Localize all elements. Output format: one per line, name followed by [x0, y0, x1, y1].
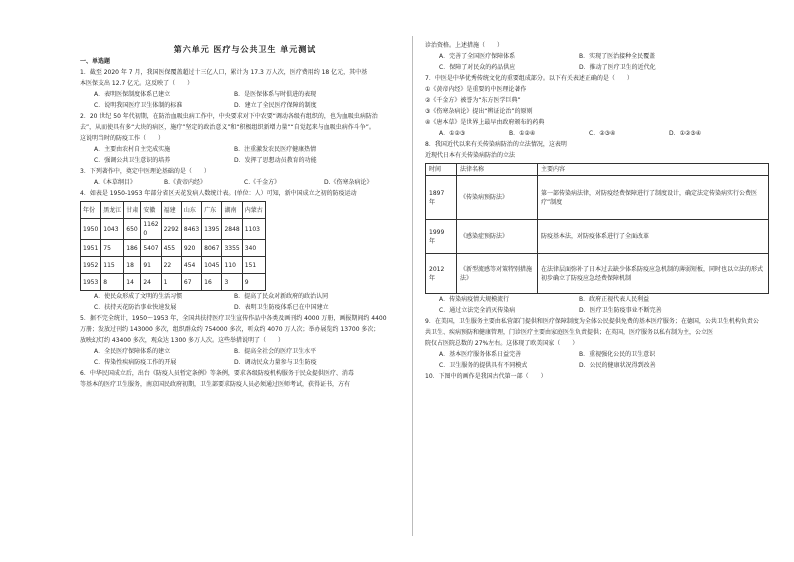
option-c[interactable]: C.《千金方》: [244, 179, 281, 186]
question-stem-line: 这说明当时的防疫工作（ ）: [80, 135, 165, 142]
table-header-row: [81, 202, 266, 219]
table-cell: 8: [101, 274, 124, 291]
table-row: [426, 176, 769, 220]
statement-item: ④《唐本草》是世界上最早由政府颁布的药典: [425, 119, 545, 126]
question-stem-line: 共卫生、疾病预防和健康管理，门诊医疗主要由家庭医生负责提供；在英国，医疗服务以私有制为主，公立医: [425, 329, 714, 336]
question-stem-line: 万册；发放过刊约 143000 多次，组织群众约 754000 多次，听众约 4070 万人次；举办展览约 13700 多次；: [80, 326, 380, 333]
table-row: [426, 220, 769, 254]
table-cell: 《新型流感等对策特别措施法》: [457, 254, 538, 294]
option-b[interactable]: B．政府正视代表人民利益: [579, 296, 650, 303]
table-header-cell: 安徽: [141, 202, 161, 219]
option-b[interactable]: B．①②④: [509, 130, 536, 137]
table-cell: 3: [222, 274, 242, 291]
option-b[interactable]: B．实现了医治接种全民覆盖: [579, 53, 656, 60]
table-cell: 91: [141, 257, 161, 274]
table-header-cell: 福建: [161, 202, 181, 219]
table-cell: 防疫基本法，对防疫体系进行了全面改革: [538, 220, 769, 254]
table-cell: 1952: [81, 257, 101, 274]
table-cell: 1950: [81, 219, 101, 240]
question-5: [80, 313, 410, 368]
table-caption: 近现代日本有关传染病防治的立法: [425, 152, 516, 159]
option-d[interactable]: D．发挥了思想动员教育的功能: [234, 157, 317, 164]
question-2: [80, 111, 410, 166]
table-cell: 第一部传染病法律，对防疫经费保障进行了制度设计，确定法定传染病实行公费医疗”制度: [538, 176, 769, 220]
question-stem-line: 院仅占医院总数的 27%左右。这体现了欧美国家（ ）: [425, 340, 579, 347]
option-d[interactable]: D．医疗卫生防疫事业不断完善: [579, 307, 662, 314]
option-b[interactable]: B．注重激发农民医疗健康热情: [234, 146, 317, 153]
page-title: 第六单元 医疗与公共卫生 单元测试: [173, 45, 317, 54]
question-stem-line: 放映幻灯约 43400 多次，观众达 1300 多万人次。这些举措说明了（ ）: [80, 337, 284, 344]
question-1: [80, 67, 410, 111]
option-a[interactable]: A．表明医保制度体系已建立: [94, 91, 171, 98]
table-cell: 110: [222, 257, 242, 274]
statement-item: ①《黄帝内经》是重要的中医理论著作: [425, 86, 527, 93]
table-cell: 8067: [202, 240, 222, 257]
table-header-cell: 主要内容: [538, 164, 769, 176]
question-stem-line: 本医保支出 12.7 亿元。这反映了（ ）: [80, 80, 194, 87]
table-cell: 151: [242, 257, 265, 274]
right-column: [425, 40, 770, 382]
option-b[interactable]: B.《黄帝内经》: [164, 179, 207, 186]
table-cell: 2012 年: [426, 254, 457, 294]
question-8: [425, 139, 770, 316]
option-b[interactable]: B．提高了民众对新政府的政治认同: [234, 293, 329, 300]
question-stem-line: 4．如表是 1950-1953 年部分省区天花发病人数统计表。(单位：人）可知，新中国成立之初的防疫运动: [80, 190, 357, 197]
table-cell: 1: [161, 274, 181, 291]
option-c[interactable]: C．②③④: [589, 130, 616, 137]
option-b[interactable]: B．是医保体系与时俱进的表现: [234, 91, 317, 98]
table-header-row: [426, 164, 769, 176]
option-a[interactable]: A．传染病疫情大规模流行: [439, 296, 510, 303]
table-cell: 920: [181, 240, 201, 257]
question-7: [425, 73, 770, 139]
table-header-cell: 时间: [426, 164, 457, 176]
option-a[interactable]: A．使民众形成了文明的生活习惯: [94, 293, 183, 300]
option-c[interactable]: C．卫生服务的提供具有不同模式: [439, 362, 528, 369]
table-cell: 16: [202, 274, 222, 291]
question-10: [425, 371, 770, 382]
table-cell: 1045: [202, 257, 222, 274]
option-d[interactable]: D．建立了全民医疗保障的制度: [234, 102, 317, 109]
table-cell: 650: [124, 219, 141, 240]
section-heading: 一、单选题: [80, 58, 111, 65]
table-cell: 340: [242, 240, 265, 257]
table-header-cell: 法律名称: [457, 164, 538, 176]
table-cell: 在法律层面弥补了日本过去缺少体系防疫应急机制的薄弱短板，同时也以立法的形式初步确立了防疫应急经费保障机制: [538, 254, 769, 294]
question-9: [425, 316, 770, 371]
table-cell: 18: [124, 257, 141, 274]
smallpox-table: [80, 201, 266, 291]
table-row: [81, 257, 266, 274]
table-cell: 22: [161, 257, 181, 274]
table-header-cell: 年份: [81, 202, 101, 219]
table-cell: 1395: [202, 219, 222, 240]
table-cell: 《感染症预防法》: [457, 220, 538, 254]
table-cell: 115: [101, 257, 124, 274]
table-header-cell: 黑龙江: [101, 202, 124, 219]
column-divider: [412, 36, 413, 536]
table-cell: 《传染病预防法》: [457, 176, 538, 220]
left-column: [80, 56, 410, 390]
table-cell: 8463: [181, 219, 201, 240]
question-stem-line: 去”，从而使具有多“大块的病区，施疗”坚定的政治意义”和“积极组织新增力量”“自觉起来与血吸虫病作斗争”。: [80, 124, 375, 131]
table-cell: 1897 年: [426, 176, 457, 220]
table-cell: 1043: [101, 219, 124, 240]
question-3: [80, 166, 410, 188]
option-c[interactable]: C．扶持天花防治事业快速发展: [94, 304, 177, 311]
table-cell: 14: [124, 274, 141, 291]
table-header-cell: 广东: [202, 202, 222, 219]
table-row: [81, 240, 266, 257]
table-cell: 2292: [161, 219, 181, 240]
table-cell: 1951: [81, 240, 101, 257]
option-d[interactable]: D．①②③④: [669, 130, 702, 137]
table-header-cell: 甘肃: [124, 202, 141, 219]
table-cell: 75: [101, 240, 124, 257]
table-cell: 5407: [141, 240, 161, 257]
statement-item: ③《伤寒杂病论》提出“辨证论治”的原则: [425, 108, 533, 115]
table-header-cell: 山东: [181, 202, 201, 219]
question-stem-line: 7．中医是中华优秀传统文化的重要组成部分。以下有关表述正确的是（ ）: [425, 75, 633, 82]
table-cell: 1999 年: [426, 220, 457, 254]
statement-item: ②《千金方》被誉为“东方医学巨典”: [425, 97, 521, 104]
option-d[interactable]: D.《伤寒杂病论》: [324, 179, 373, 186]
option-c[interactable]: C．说明我国医疗卫生体制的标准: [94, 102, 183, 109]
table-cell: 186: [124, 240, 141, 257]
question-stem-line: 5．据不完全统计，1950～1953 年，全国共扶持医疗卫生宣传作品中各类及画刊约 4000 万册，画报期间约 4400: [80, 315, 387, 322]
option-b[interactable]: B．重视强化公民的卫生意识: [579, 351, 656, 358]
option-a[interactable]: A．主要由农村自主完成实施: [94, 146, 171, 153]
table-row: [81, 219, 266, 240]
table-row: [426, 254, 769, 294]
question-stem-line: 2．20 世纪 50 年代初期，在防治血吸虫病工作中，中央要求对下中农要“调动各级有组织的，也为血吸虫病防治: [80, 113, 378, 120]
table-cell: 9: [242, 274, 265, 291]
table-cell: 1953: [81, 274, 101, 291]
table-header-cell: 湖南: [222, 202, 242, 219]
option-d[interactable]: D．调动民众力量参与卫生防疫: [234, 359, 317, 366]
question-6: [80, 368, 410, 390]
option-c[interactable]: C．传染性疾病防疫工作的开展: [94, 359, 177, 366]
table-cell: 67: [181, 274, 201, 291]
table-cell: 3355: [222, 240, 242, 257]
table-cell: 455: [161, 240, 181, 257]
question-stem-line: 3．下列著作中，奠定中医理论基础的是（ ）: [80, 168, 210, 175]
option-d[interactable]: D．表明卫生防疫体系已在中国建立: [234, 304, 329, 311]
table-cell: 2848: [222, 219, 242, 240]
option-a[interactable]: A.《本草纲目》: [94, 179, 136, 186]
option-a[interactable]: A．①②③: [439, 130, 466, 137]
question-stem-line: 6．中华民国成立后，出台《防疫人员暂定条例》等条例，要求各级防疫机构服务于民众提供医疗、消毒: [80, 370, 354, 377]
option-b[interactable]: B．提高全社会的医疗卫生水平: [234, 348, 317, 355]
question-stem-line: 8．我国近代以来有关传染病防治的立法情况，这表明: [425, 141, 567, 148]
question-stem-line: 等基本的医疗卫生服务，南京国民政府初期，卫生部要求防疫人员必须通过医师考试，获得证书，方有: [80, 381, 351, 388]
option-a[interactable]: A．基本医疗服务体系日益完善: [439, 351, 522, 358]
table-cell: 1162 0: [141, 219, 161, 240]
table-cell: 1103: [242, 219, 265, 240]
question-stem-line: 10．下图中的画作是我国古代第一部（ ）: [425, 373, 547, 380]
law-table: [425, 163, 769, 294]
question-stem-line: 1．截至 2020 年 7 月，我国医保覆盖超过十三亿人口，累计为 17.3 万人次，医疗费用约 18 亿元，其中基: [80, 69, 368, 76]
question-stem-line: 9．在美国，卫生服务主要由私营部门提供和医疗保障制度为全体公民提供免费的基本医疗服务；在德国，公共卫生机构负责公: [425, 318, 759, 325]
option-a[interactable]: A．完善了全国医疗保障体系: [439, 53, 516, 60]
question-6-continued: [425, 40, 770, 73]
option-c[interactable]: C．强调公共卫生意识的培养: [94, 157, 171, 164]
table-cell: 454: [181, 257, 201, 274]
option-c[interactable]: C．通过立法完全消灭传染病: [439, 307, 516, 314]
table-cell: 24: [141, 274, 161, 291]
option-c[interactable]: C．保障了对民众的药品供应: [439, 64, 516, 71]
table-header-cell: 内蒙古: [242, 202, 265, 219]
question-stem-line: 诊治资格。上述措施（ ）: [425, 42, 504, 49]
option-d[interactable]: D．公民的健康状况得到改善: [579, 362, 656, 369]
question-4: [80, 188, 410, 313]
option-a[interactable]: A．全民医疗保障体系的建立: [94, 348, 171, 355]
table-row: [81, 274, 266, 291]
option-d[interactable]: D．推动了医疗卫生的近代化: [579, 64, 656, 71]
